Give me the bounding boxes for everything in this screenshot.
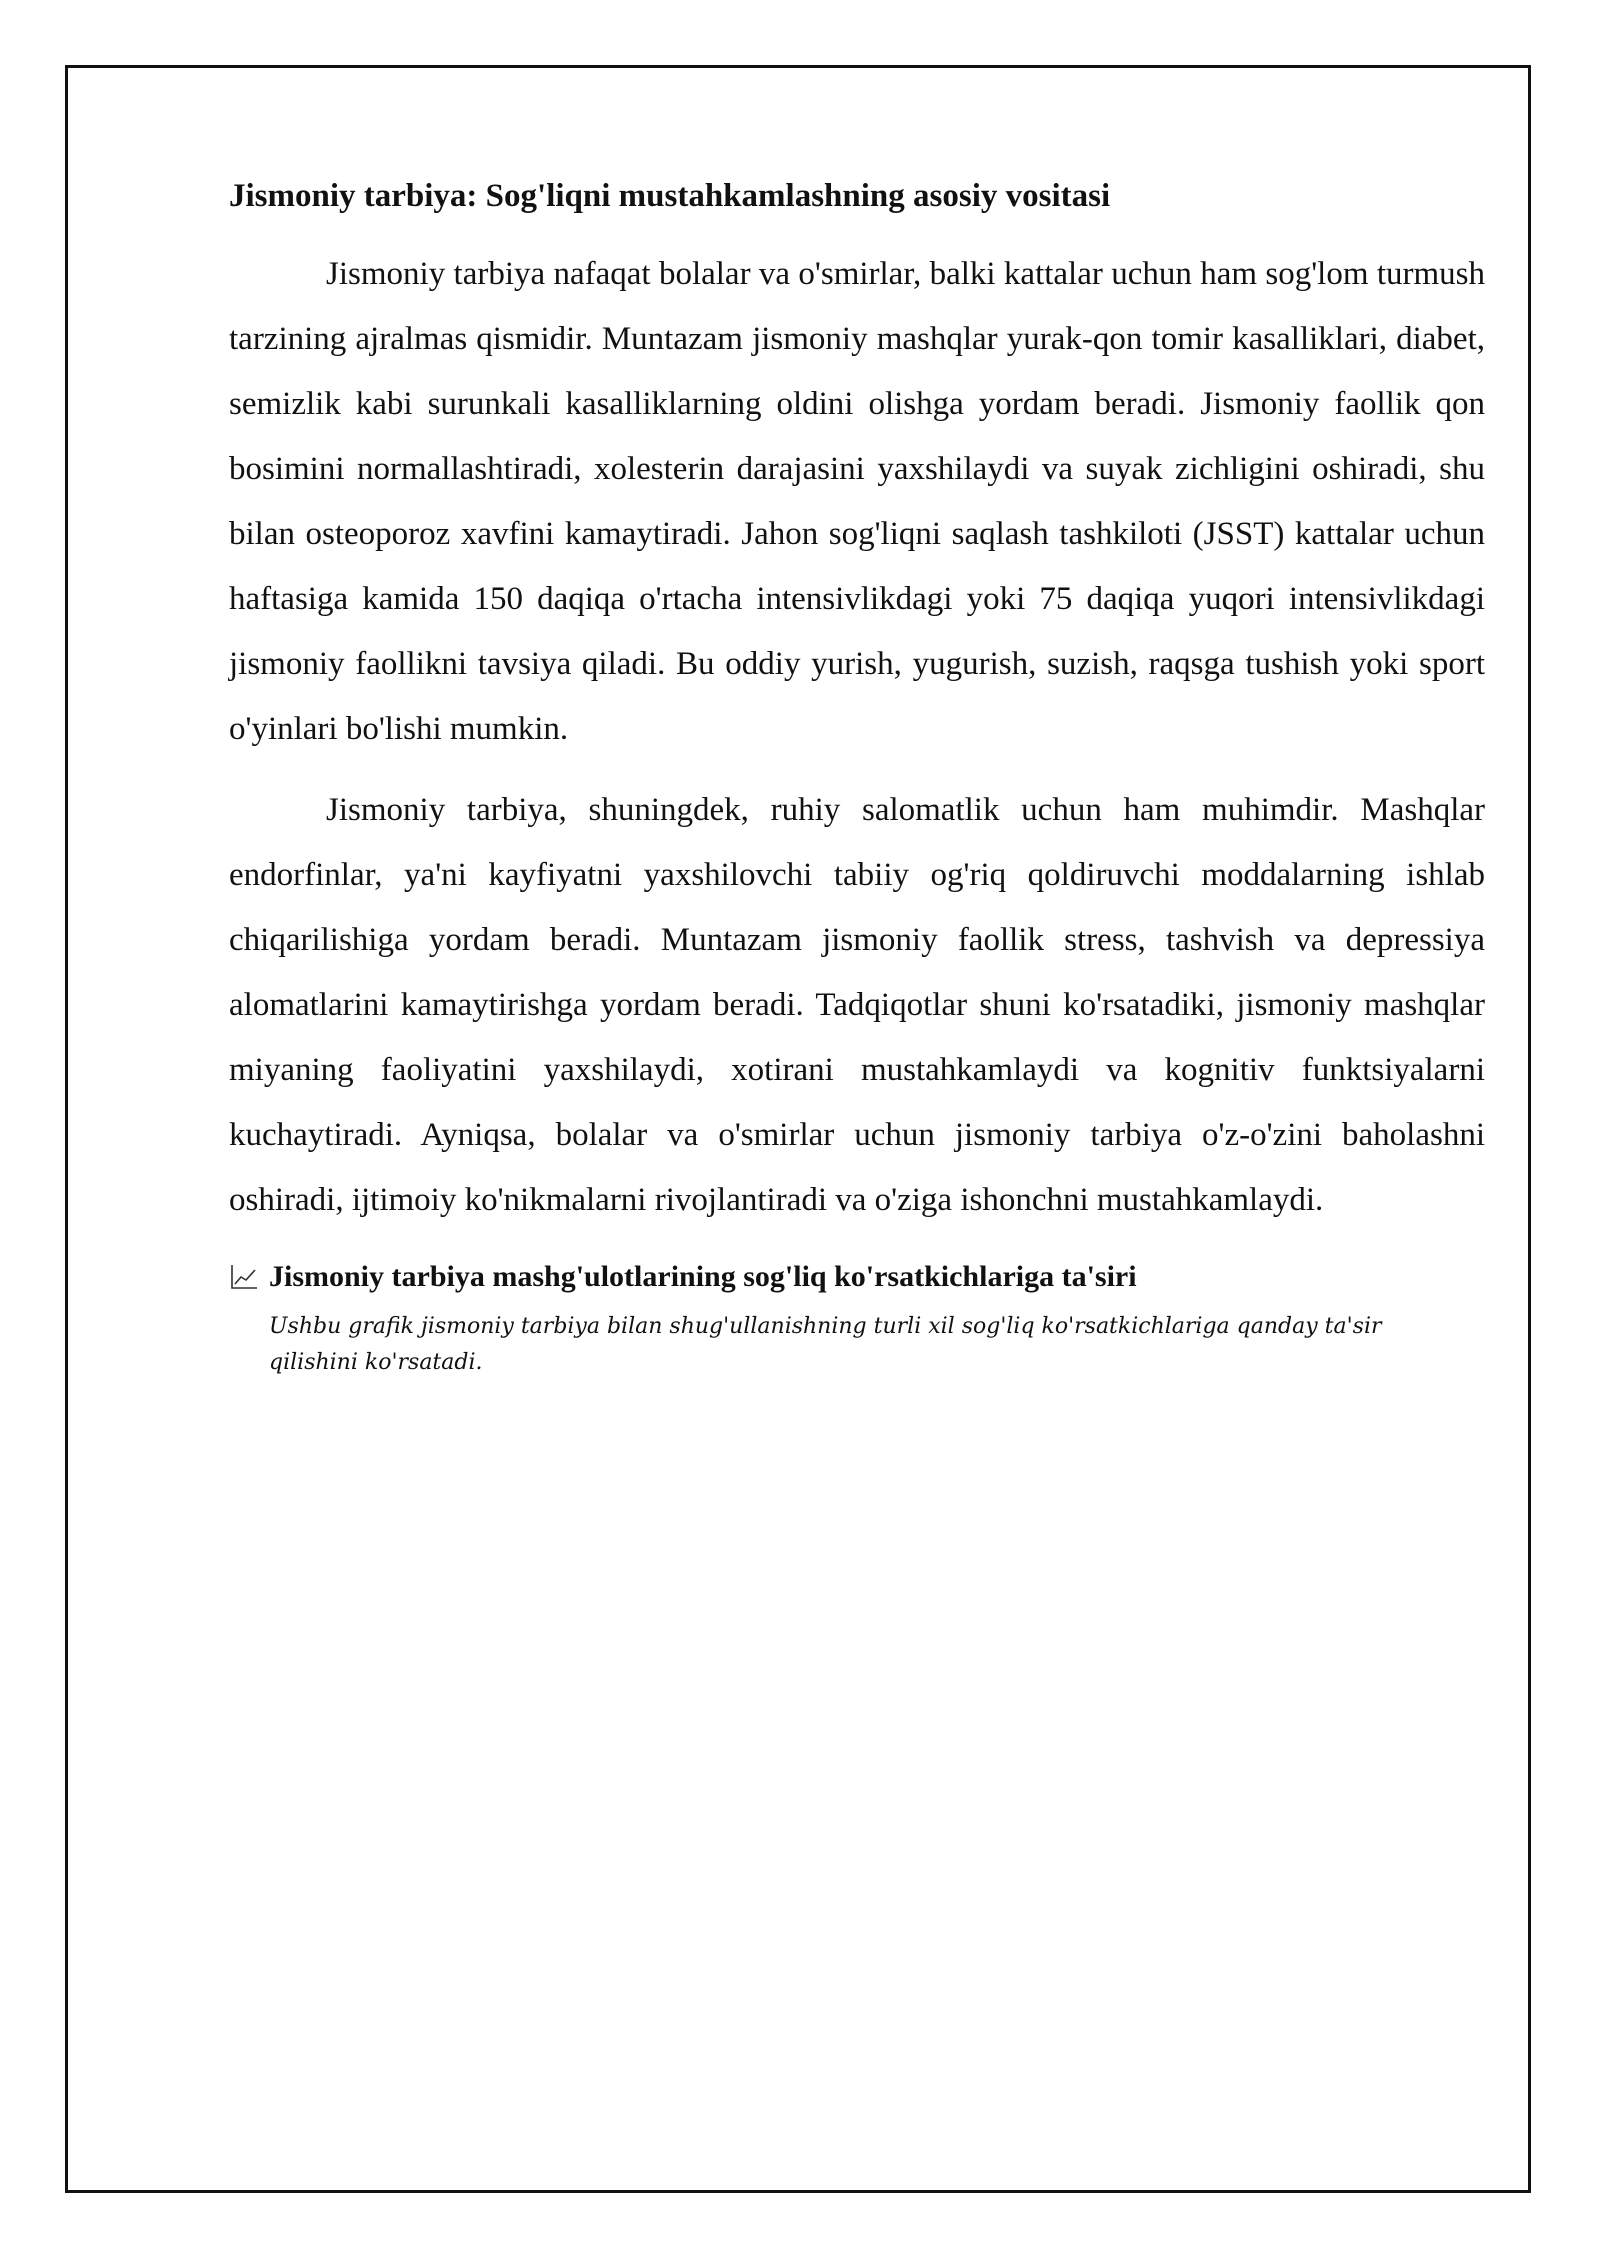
document-body: [229, 172, 1485, 1381]
chart-caption: Ushbu grafik jismoniy tarbiya bilan shug'ullanishning turli xil sog'liq ko'rsatkichlariga qanday ta'sir qilishini ko'rsatadi.: [269, 1314, 1382, 1375]
chart-section: [229, 1255, 1485, 1381]
document-title: Jismoniy tarbiya: Sog'liqni mustahkamlashning asosiy vositasi: [229, 178, 1111, 214]
chart-heading: [229, 1255, 1485, 1299]
chart-heading-text: Jismoniy tarbiya mashg'ulotlarining sog'liq ko'rsatkichlariga ta'siri: [269, 1260, 1137, 1293]
chart-line-icon: [229, 1263, 259, 1291]
paragraph-physical-health: Jismoniy tarbiya nafaqat bolalar va o'smirlar, balki kattalar uchun ham sog'lom turmush tarzining ajralmas qismidir. Muntazam jismoniy mashqlar yurak-qon tomir kasalliklari, diabet, semizlik kabi surunkali kasalliklarning oldini olishga yordam beradi. Jismoniy faollik qon bosimini normallashtiradi, xolesterin darajasini yaxshilaydi va suyak zichligini oshiradi, shu bilan osteoporoz xavfini kamaytiradi. Jahon sog'liqni saqlash tashkiloti (JSST) kattalar uchun haftasiga kamida 150 daqiqa o'rtacha intensivlikdagi yoki 75 daqiqa yuqori intensivlikdagi jismoniy faollikni tavsiya qiladi. Bu oddiy yurish, yugurish, suzish, raqsga tushish yoki sport o'yinlari bo'lishi mumkin.: [229, 256, 1485, 747]
paragraph-mental-health: Jismoniy tarbiya, shuningdek, ruhiy salomatlik uchun ham muhimdir. Mashqlar endorfinlar, ya'ni kayfiyatni yaxshilovchi tabiiy og'riq qoldiruvchi moddalarning ishlab chiqarilishiga yordam beradi. Muntazam jismoniy faollik stress, tashvish va depressiya alomatlarini kamaytirishga yordam beradi. Tadqiqotlar shuni ko'rsatadiki, jismoniy mashqlar miyaning faoliyatini yaxshilaydi, xotirani mustahkamlaydi va kognitiv funktsiyalarni kuchaytiradi. Ayniqsa, bolalar va o'smirlar uchun jismoniy tarbiya o'z-o'zini baholashni oshiradi, ijtimoiy ko'nikmalarni rivojlantiradi va o'ziga ishonchni mustahkamlaydi.: [229, 792, 1485, 1218]
